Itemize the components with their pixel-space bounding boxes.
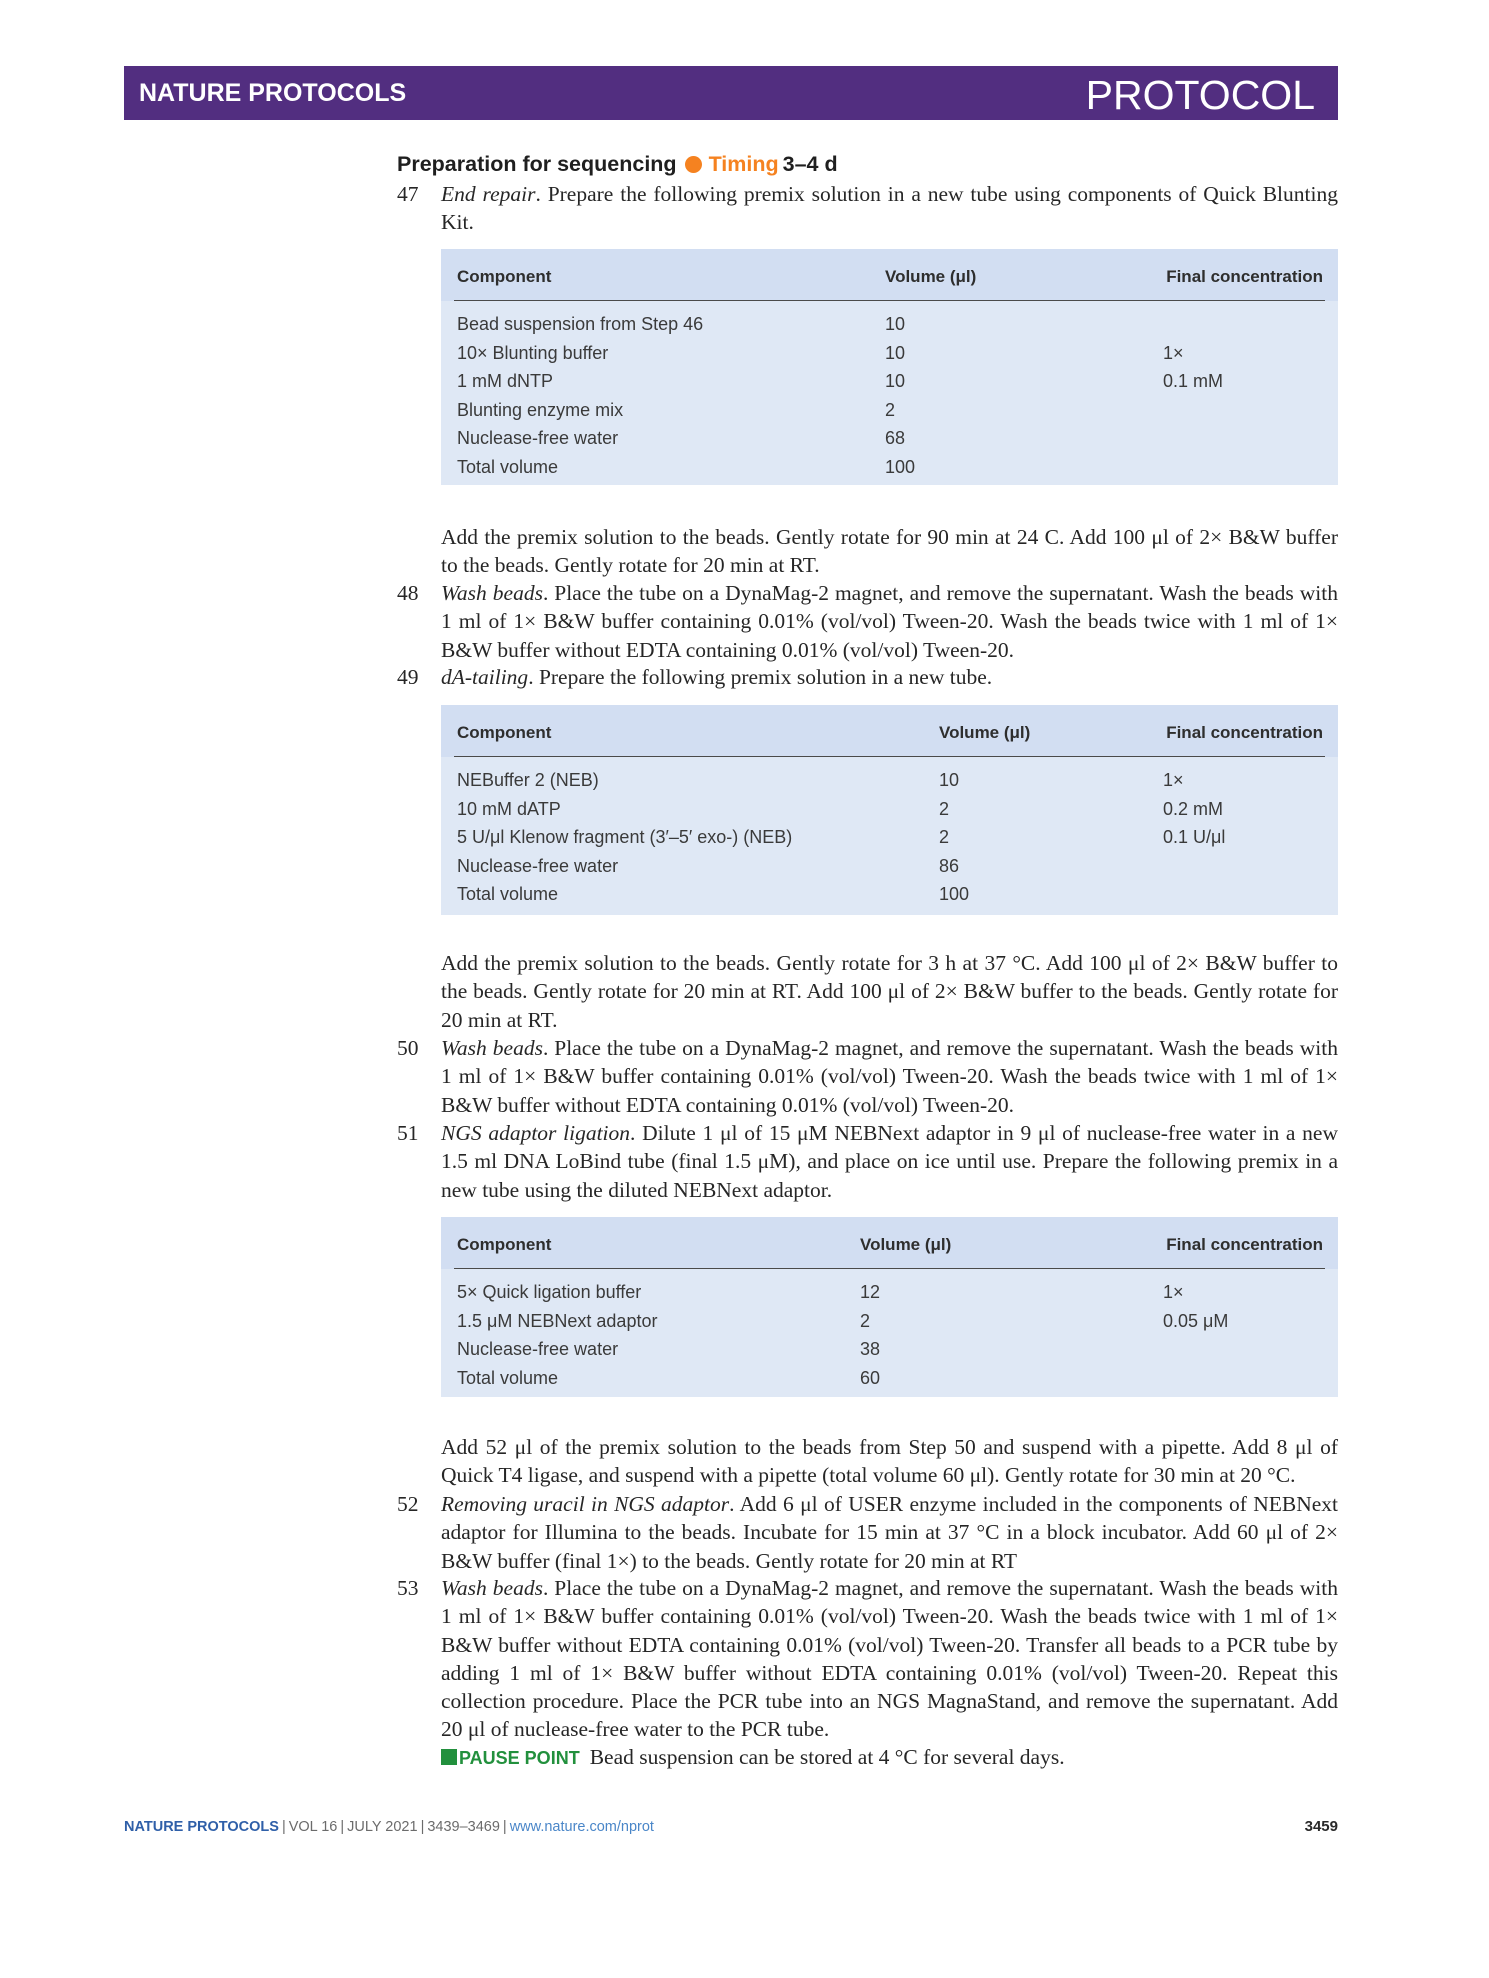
table-cell-final-concentration: 0.1 mM [1163,371,1224,391]
premix-table-end-repair [441,249,1338,485]
pause-point-label: PAUSE POINT [459,1748,580,1768]
table-row [441,1278,1338,1307]
step-body [441,1034,1338,1119]
table-cell-volume: 10 [939,770,960,790]
table-header-component: Component [457,723,552,742]
table-row [441,766,1338,795]
table-header-volume: Volume (μl) [939,723,1031,742]
table-cell-component: Total volume [457,456,559,477]
table-cell-volume: 10 [885,342,906,363]
table-row [441,880,1338,909]
step-51-note: Add 52 μl of the premix solution to the beads from Step 50 and suspend with a pipette. Add 8 μl of Quick T4 ligase, and suspend with a pipette (total volume 60 μl). Gently rotate for 30 min at 20 °C. [441,1435,1338,1488]
table-cell-final-concentration: 0.05 μM [1163,1310,1229,1331]
step-53 [397,1574,1338,1744]
table-row [441,1335,1338,1364]
step-text: . Dilute 1 μl of 15 μM NEBNext adaptor in 9 μl of nuclease-free water in a new 1.5 ml DNA LoBind tube (final 1.5 μM), and place on ice until use. Prepare the following premix in a new tube using the diluted NEBNext adaptor. [441,1121,1338,1202]
table-row [441,396,1338,425]
table-cell-component: Nuclease-free water [457,855,619,876]
table-cell-component: Nuclease-free water [457,1339,619,1359]
journal-header-bar [124,66,1338,120]
step-52 [397,1490,1338,1575]
step-50 [397,1034,1338,1119]
step-number: 47 [397,182,419,206]
step-title: dA-tailing [441,665,529,689]
table-header-volume: Volume (μl) [860,1235,952,1254]
table-cell-volume: 12 [860,1282,881,1302]
page-footer [124,1817,654,1837]
table-cell-component: 5× Quick ligation buffer [457,1282,642,1302]
step-number: 48 [397,581,419,605]
table-row [441,795,1338,824]
premix-table-da-tailing [441,705,1338,915]
step-body [441,663,1338,691]
table-cell-component: Total volume [457,884,559,904]
step-51 [397,1119,1338,1204]
table-cell-volume: 2 [939,798,950,819]
table-cell-component: Blunting enzyme mix [457,399,624,420]
table-body [441,757,1338,909]
table-header-final-concentration: Final concentration [1166,1235,1323,1254]
table-cell-volume: 38 [860,1339,881,1359]
table-header-component: Component [457,1235,552,1254]
table-row [441,339,1338,368]
table-header-row [441,705,1338,757]
table-row [441,1364,1338,1393]
table-row [441,823,1338,852]
timing-value: 3–4 d [782,152,838,176]
step-49 [397,663,1338,691]
table-header-volume: Volume (μl) [885,267,977,286]
table-cell-volume: 2 [939,827,950,847]
step-title: Wash beads [441,1576,543,1600]
step-text: . Prepare the following premix solution in a new tube. [528,665,993,689]
table-cell-volume: 2 [860,1310,871,1331]
step-body [441,180,1338,237]
table-body [441,1269,1338,1392]
table-cell-volume: 100 [885,456,916,477]
table-header-rule [454,300,1325,301]
table-cell-volume: 68 [885,428,906,448]
table-cell-component: NEBuffer 2 (NEB) [457,770,599,790]
table-cell-final-concentration: 1× [1163,770,1184,790]
table-row [441,310,1338,339]
table-header-component: Component [457,267,552,286]
page-number: 3459 [1304,1818,1338,1835]
step-47 [397,180,1338,237]
section-heading [397,150,838,178]
step-title: NGS adaptor ligation [441,1121,631,1145]
footer-journal: NATURE PROTOCOLS [124,1819,279,1835]
table-cell-volume: 100 [939,884,970,904]
footer-separator: | [340,1819,345,1835]
table-cell-component: Bead suspension from Step 46 [457,314,704,334]
premix-table-adaptor-ligation [441,1217,1338,1397]
step-number: 51 [397,1121,419,1145]
table-cell-volume: 10 [885,314,906,334]
table-cell-component: 1.5 μM NEBNext adaptor [457,1310,658,1331]
step-number: 53 [397,1576,419,1600]
table-cell-volume: 10 [885,371,906,391]
step-body [441,579,1338,664]
table-header-rule [454,756,1325,757]
table-body [441,301,1338,481]
footer-pages: 3439–3469 [427,1819,500,1835]
timing-circle-icon [685,156,702,173]
pause-point [441,1743,1338,1772]
footer-url-link[interactable]: www.nature.com/nprot [509,1819,654,1835]
footer-separator: | [420,1819,425,1835]
step-text: . Place the tube on a DynaMag-2 magnet, and remove the supernatant. Wash the beads with 1 ml of 1× B&W buffer containing 0.01% (vol/vol) Tween-20. Wash the beads twice with 1 ml of 1× B&W buffer without EDTA containing 0.01% (vol/vol) Tween-20. Transfer all beads to a PCR tube by adding 1 ml of 1× B&W buffer without EDTA containing 0.01% (vol/vol) Tween-20. Repeat this collection procedure. Place the PCR tube into an NGS MagnaStand, and remove the supernatant. Add 20 μl of nuclease-free water to the PCR tube. [441,1576,1339,1742]
step-47-note: Add the premix solution to the beads. Gently rotate for 90 min at 24 C. Add 100 μl of 2× B&W buffer to the beads. Gently rotate for 20 min at RT. [441,525,1338,578]
table-cell-volume: 2 [885,399,896,420]
table-cell-final-concentration: 1× [1163,342,1184,363]
step-title: Wash beads [441,581,543,605]
footer-volume: VOL 16 [288,1819,338,1835]
step-49-note: Add the premix solution to the beads. Gently rotate for 3 h at 37 °C. Add 100 μl of 2× B&W buffer to the beads. Gently rotate for 20 min at RT. Add 100 μl of 2× B&W buffer to the beads. Gently rotate for 20 min at RT. [441,951,1338,1032]
step-body [441,1490,1338,1575]
step-title: Removing uracil in NGS adaptor [441,1492,730,1516]
journal-name: NATURE PROTOCOLS [139,79,407,107]
table-cell-component: 10 mM dATP [457,798,561,819]
table-row [441,367,1338,396]
table-header-final-concentration: Final concentration [1166,723,1323,742]
article-type: PROTOCOL [1085,72,1315,118]
table-header-row [441,249,1338,301]
table-row [441,453,1338,482]
step-body [441,1119,1338,1204]
table-cell-component: 5 U/μl Klenow fragment (3′–5′ exo-) (NEB) [457,827,793,847]
table-cell-volume: 86 [939,855,960,876]
table-cell-final-concentration: 0.1 U/μl [1163,827,1226,847]
timing-label: Timing [708,152,779,176]
footer-separator: | [502,1819,507,1835]
step-text: . Place the tube on a DynaMag-2 magnet, and remove the supernatant. Wash the beads with 1 ml of 1× B&W buffer containing 0.01% (vol/vol) Tween-20. Wash the beads twice with 1 ml of 1× B&W buffer without EDTA containing 0.01% (vol/vol) Tween-20. [441,1036,1339,1117]
table-row [441,424,1338,453]
table-header-final-concentration: Final concentration [1166,267,1323,286]
table-row [441,1307,1338,1336]
table-cell-component: Nuclease-free water [457,428,619,448]
pause-point-text: Bead suspension can be stored at 4 °C for several days. [589,1745,1065,1769]
table-header-rule [454,1268,1325,1269]
step-text: . Prepare the following premix solution in a new tube using components of Quick Blunting Kit. [441,182,1338,235]
table-cell-volume: 60 [860,1367,881,1388]
table-cell-component: Total volume [457,1367,559,1388]
step-number: 49 [397,665,419,689]
step-title: Wash beads [441,1036,543,1060]
footer-separator: | [281,1819,286,1835]
step-48 [397,579,1338,664]
table-cell-component: 1 mM dNTP [457,371,554,391]
section-title: Preparation for sequencing [397,152,677,176]
step-number: 50 [397,1036,419,1060]
step-text: . Place the tube on a DynaMag-2 magnet, and remove the supernatant. Wash the beads with 1 ml of 1× B&W buffer containing 0.01% (vol/vol) Tween-20. Wash the beads twice with 1 ml of 1× B&W buffer without EDTA containing 0.01% (vol/vol) Tween-20. [441,581,1339,662]
step-text: . Add 6 μl of USER enzyme included in the components of NEBNext adaptor for Illumina to the beads. Incubate for 15 min at 37 °C in a block incubator. Add 60 μl of 2× B&W buffer (final 1×) to the beads. Gently rotate for 20 min at RT [441,1492,1338,1573]
table-cell-final-concentration: 1× [1163,1282,1184,1302]
table-header-row [441,1217,1338,1269]
step-title: End repair [441,182,536,206]
footer-date: JULY 2021 [347,1819,418,1835]
table-cell-component: 10× Blunting buffer [457,342,609,363]
table-cell-final-concentration: 0.2 mM [1163,798,1224,819]
pause-point-square-icon [441,1749,457,1765]
step-body [441,1574,1338,1744]
table-row [441,852,1338,881]
step-number: 52 [397,1492,419,1516]
